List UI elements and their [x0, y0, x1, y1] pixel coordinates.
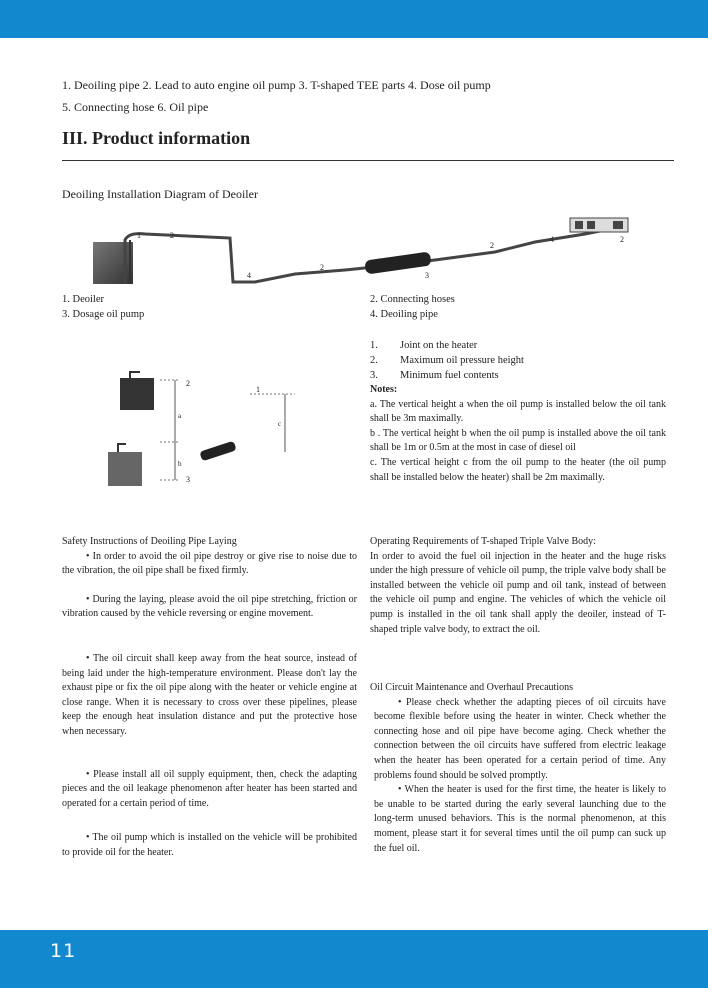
- safety-bullet-2: • During the laying, please avoid the oil pipe stretching, friction or vibration caused by the vehicle reversing or engine movement.: [62, 593, 357, 620]
- legend-connecting-hoses: 2. Connecting hoses: [370, 294, 455, 305]
- diagram-num-1: 1: [137, 231, 141, 240]
- legend-deoiling-pipe: 4. Deoiling pipe: [370, 309, 438, 320]
- operating-text: In order to avoid the fuel oil injection in the heater and the huge risks under the high pressure of vehicle oil pump, the triple valve body shall be installed between the vehicle oil pump and oil tank, instead of between the vehicle oil pump and engine. The vehicles of which the vehicle oil pump is installed in the oil tank shall apply the deoiler, instead of T-shaped triple valve body, to extract the oil.: [370, 550, 666, 635]
- maintenance-block: [370, 681, 666, 856]
- height-label-3: 3: [186, 475, 190, 484]
- safety-block: [62, 535, 357, 861]
- safety-bullet-5: • The oil pump which is installed on the vehicle will be prohibited to provide oil for the heater.: [62, 832, 357, 858]
- height-list-item: 1. Joint on the heater: [370, 340, 478, 351]
- section-divider: [62, 160, 674, 161]
- diagram-num-2a: 2: [170, 231, 174, 240]
- diagram-num-3: 3: [425, 271, 429, 280]
- deoiling-pipe-line: [125, 230, 605, 284]
- height-pump: [199, 441, 236, 462]
- diagram-num-2d: 2: [620, 235, 624, 244]
- section-title: III. Product information: [62, 128, 251, 148]
- page-number: 11: [50, 940, 77, 962]
- height-diagram: [100, 370, 320, 490]
- legend-deoiler: 1. Deoiler: [62, 294, 104, 305]
- operating-block: [370, 535, 666, 637]
- upper-tank: [120, 378, 154, 410]
- maintenance-bullet-1: • Please check whether the adapting pieces of oil circuits have become flexible before using the heater in winter. Check whether the connecting hose and oil pipe have become aging. Check whether the connection between the oil circuits have suffered from electric leakage when the heater has been operated for a certain period of time. Any problems found should be solved promptly.: [374, 696, 666, 781]
- lower-tank: [108, 452, 142, 486]
- diagram-num-4b: 4: [550, 235, 554, 244]
- installation-diagram: [85, 212, 645, 287]
- header-bar: [0, 0, 708, 38]
- legend-dosage-pump: 3. Dosage oil pump: [62, 309, 145, 320]
- maintenance-bullet-2: • When the heater is used for the first time, the heater is likely to be unable to be started during the early several launching due to the long-term unused behaviors. This is the normal phenomenon, at this moment, please start it for several times until the oil pump can suck up the fuel oil.: [374, 784, 666, 854]
- notes-heading: Notes:: [370, 384, 398, 395]
- note-a: a. The vertical height a when the oil pump is installed below the oil tank shall be 3m maximally.: [370, 398, 666, 425]
- diagram-num-2b: 2: [320, 263, 324, 272]
- dosage-pump: [364, 251, 431, 274]
- parts-legend-line-1: 1. Deoiling pipe 2. Lead to auto engine oil pump 3. T-shaped TEE parts 4. Dose oil pump: [62, 78, 491, 92]
- height-label-2: 2: [186, 379, 190, 388]
- height-list-item: 2. Maximum oil pressure height: [370, 355, 524, 366]
- height-label-b: b: [178, 460, 182, 468]
- height-label-1: 1: [256, 385, 260, 394]
- note-c: c. The vertical height c from the oil pump to the heater (the oil pump shall be installed below the heater) shall be 2m maximally.: [370, 456, 666, 483]
- height-list: [370, 338, 670, 383]
- operating-heading: Operating Requirements of T-shaped Triple Valve Body:: [370, 536, 596, 547]
- diagram-title: Deoiling Installation Diagram of Deoiler: [62, 187, 258, 201]
- notes-block: [370, 383, 666, 485]
- parts-legend-line-2: 5. Connecting hose 6. Oil pipe: [62, 100, 209, 114]
- maintenance-heading: Oil Circuit Maintenance and Overhaul Precautions: [370, 682, 573, 693]
- height-label-c: c: [278, 420, 282, 428]
- diagram-num-4a: 4: [247, 271, 251, 280]
- diagram-num-2c: 2: [490, 241, 494, 250]
- safety-bullet-3: • The oil circuit shall keep away from the heat source, instead of being laid under the high-temperature environment. Please don't lay the exhaust pipe or fix the oil pipe along with the heater or vehicle engine at close range. When it is necessary to cross over these pipelines, please keep the enough heat insulation distance and put the protective hose when necessary.: [62, 652, 357, 737]
- safety-heading: Safety Instructions of Deoiling Pipe Laying: [62, 536, 237, 547]
- height-label-a: a: [178, 412, 182, 420]
- note-b: b . The vertical height b when the oil pump is installed above the oil tank shall be 1m or 0.5m at the most in case of diesel oil: [370, 427, 666, 454]
- footer-bar: [0, 930, 708, 988]
- safety-bullet-1: • In order to avoid the oil pipe destroy or give rise to noise due to the vibration, the oil pipe shall be fixed firmly.: [62, 550, 357, 577]
- safety-bullet-4: • Please install all oil supply equipment, then, check the adapting pieces and the oil leakage phenomenon after heater has been started and operated for a certain period of time.: [62, 768, 357, 809]
- height-list-item: 3. Minimum fuel contents: [370, 370, 499, 381]
